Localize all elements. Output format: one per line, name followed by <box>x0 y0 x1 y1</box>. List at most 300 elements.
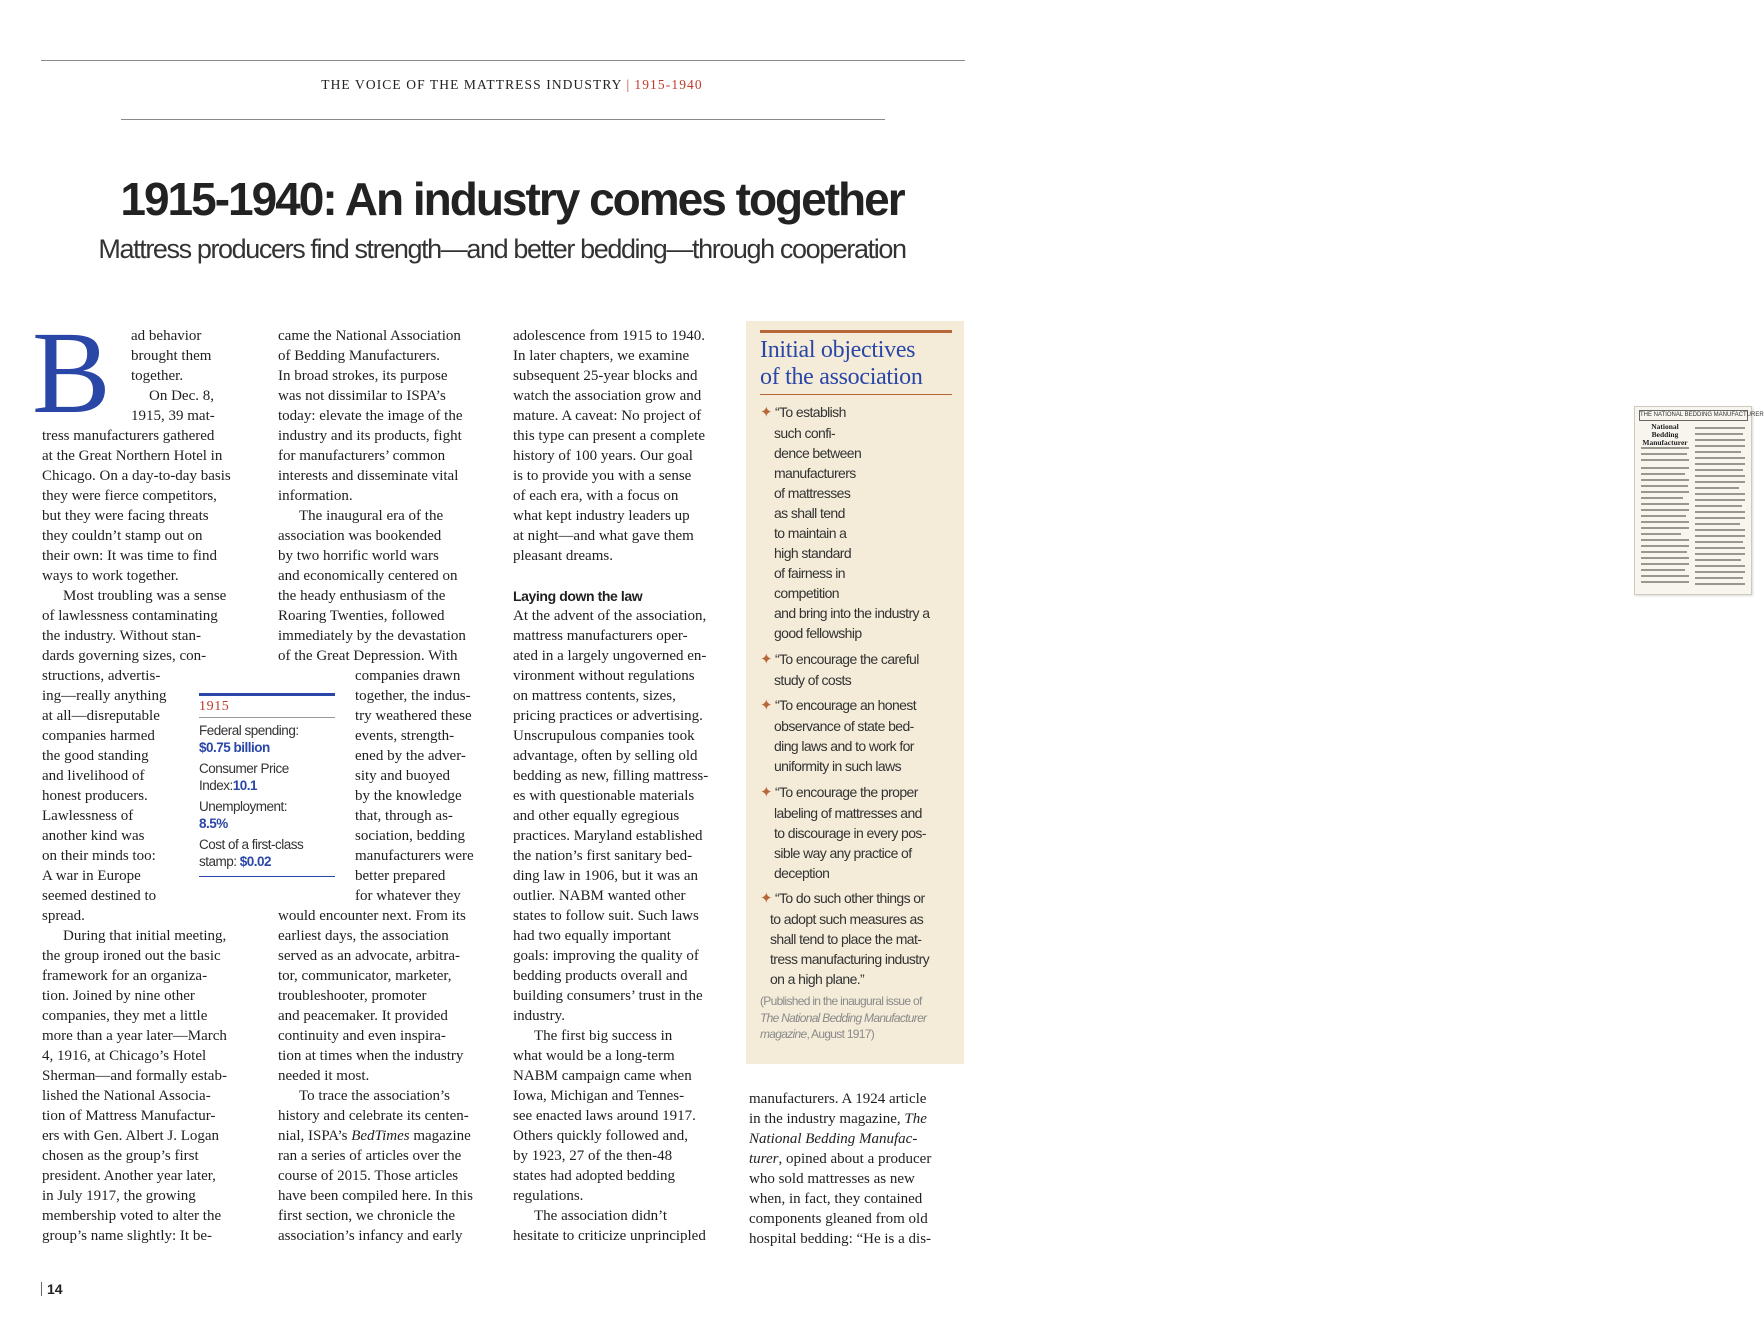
text-line: president. Another year later, <box>42 1168 216 1184</box>
objective-text: “To encourage the careful <box>774 651 919 667</box>
text-line: industry. <box>513 1008 565 1024</box>
text-line: first section, we chronicle the <box>278 1208 456 1224</box>
clipping-text-line <box>1641 527 1689 529</box>
text-line: what would be a long-term <box>513 1048 675 1064</box>
text-line: have been compiled here. In this <box>278 1188 473 1204</box>
objective-line <box>760 888 954 909</box>
text-line: their own: It was time to find <box>42 548 217 564</box>
objective-line: and bring into the industry a <box>774 605 930 621</box>
fact-box-bottom-bar <box>199 876 335 877</box>
text-line: Iowa, Michigan and Tennes- <box>513 1088 685 1104</box>
text-line: honest producers. <box>42 788 148 804</box>
objective-line: on a high plane.” <box>770 971 865 987</box>
magazine-name: The <box>904 1111 927 1127</box>
clipping-text-line <box>1641 453 1687 455</box>
running-head <box>0 77 1024 93</box>
fact-stamp <box>199 837 335 870</box>
text-line: at night—and what gave them <box>513 528 694 544</box>
clipping-text-line <box>1641 563 1689 565</box>
text-line: adolescence from 1915 to 1940. <box>513 328 706 344</box>
text-line: tion. Joined by nine other <box>42 988 195 1004</box>
text-line: at all—disreputable <box>42 708 160 724</box>
text-line: In broad strokes, its purpose <box>278 368 448 384</box>
text-line: manufacturers. A 1924 article <box>749 1091 927 1107</box>
clipping-text-line <box>1641 479 1689 481</box>
objective-line: high standard <box>774 545 852 561</box>
magazine-clipping-image <box>1634 406 1764 595</box>
source-note-line: (Published in the inaugural issue of <box>760 994 922 1008</box>
objective-text: “To encourage the proper <box>774 784 918 800</box>
text-line: would encounter next. From its <box>278 908 466 924</box>
text-line: ated in a largely ungoverned en- <box>513 648 707 664</box>
diamond-bullet-icon: ✦ <box>760 890 772 907</box>
sidebar-title-line: of the association <box>760 364 923 390</box>
clipping-text-line <box>1695 583 1745 585</box>
clipping-text-line <box>1641 569 1685 571</box>
fact-box-year: 1915 <box>199 696 335 718</box>
source-magazine-title: The National Bedding Manufacturer <box>760 1010 927 1025</box>
text-line: brought them <box>131 348 212 364</box>
clipping-text-line <box>1641 557 1689 559</box>
clipping-masthead-line: National Bedding <box>1651 422 1679 439</box>
text-line: tor, communicator, marketer, <box>278 968 452 984</box>
text-line: who sold mattresses as new <box>749 1171 915 1187</box>
clipping-text-line <box>1695 433 1743 435</box>
fact-federal-spending <box>199 723 335 756</box>
text-line: course of 2015. Those articles <box>278 1168 459 1184</box>
text-line: they couldn’t stamp out on <box>42 528 203 544</box>
clipping-text-line <box>1695 457 1745 459</box>
source-note-line <box>760 1026 950 1043</box>
diamond-bullet-icon: ✦ <box>760 651 772 668</box>
clipping-masthead <box>1639 423 1691 447</box>
text-line: by 1923, 27 of the then-48 <box>513 1148 673 1164</box>
text-line: the group ironed out the basic <box>42 948 221 964</box>
text-line: structions, advertis- <box>42 668 161 684</box>
objective-line <box>760 695 954 716</box>
magazine-name: turer <box>749 1151 779 1167</box>
text-line: mattress manufacturers oper- <box>513 628 688 644</box>
text-line: more than a year later—March <box>42 1028 227 1044</box>
column-2-bottom <box>278 906 503 1246</box>
clipping-text-line <box>1695 553 1745 555</box>
text-line: At the advent of the association, <box>513 608 707 624</box>
clipping-text-line <box>1641 503 1689 505</box>
text-line: together. <box>131 368 184 384</box>
text-line: membership voted to alter the <box>42 1208 222 1224</box>
article-subtitle: Mattress producers find strength—and better bedding—through cooperation <box>98 234 906 264</box>
objective-line <box>760 402 954 423</box>
text-line: events, strength- <box>355 728 455 744</box>
clipping-text-line <box>1641 459 1689 461</box>
text-line: ad behavior <box>131 328 202 344</box>
clipping-text-line <box>1641 447 1689 449</box>
text-line: needed it most. <box>278 1068 370 1084</box>
text-line: group’s name slightly: It be- <box>42 1228 212 1244</box>
text-line: sociation, bedding <box>355 828 465 844</box>
text-line: hospital bedding: “He is a dis- <box>749 1231 932 1247</box>
clipping-text-line <box>1695 577 1743 579</box>
clipping-text-line <box>1641 485 1688 487</box>
objective-line: manufacturers <box>774 465 856 481</box>
text-line: Sherman—and formally estab- <box>42 1068 227 1084</box>
clipping-text-line <box>1695 451 1741 453</box>
text-line: es with questionable materials <box>513 788 695 804</box>
fact-label: Consumer Price <box>199 761 289 776</box>
text-line: Lawlessness of <box>42 808 134 824</box>
text-line: states to follow suit. Such laws <box>513 908 699 924</box>
header-bottom-rule <box>121 119 885 120</box>
spacer-line <box>513 566 738 586</box>
text-line: is to provide you with a sense <box>513 468 692 484</box>
text-line: and economically centered on <box>278 568 458 584</box>
text-line: the industry. Without stan- <box>42 628 201 644</box>
objective-line: sible way any practice of <box>774 845 912 861</box>
text-line: interests and disseminate vital <box>278 468 459 484</box>
clipping-text-line <box>1641 467 1689 469</box>
text-line: building consumers’ trust in the <box>513 988 703 1004</box>
text-line: tion at times when the industry <box>278 1048 464 1064</box>
objective-line <box>760 782 954 803</box>
text-line: by two horrific world wars <box>278 548 439 564</box>
text-line: bedding as new, filling mattress- <box>513 768 709 784</box>
clipping-text-line <box>1641 539 1689 541</box>
text-line: companies, they met a little <box>42 1008 208 1024</box>
sidebar-title-line: Initial objectives <box>760 337 916 363</box>
text-line: of Bedding Manufacturers. <box>278 348 441 364</box>
magazine-name: National Bedding Manufac- <box>749 1131 918 1147</box>
clipping-text-line <box>1641 533 1681 535</box>
text-line: dards governing sizes, con- <box>42 648 207 664</box>
text-line: was not dissimilar to ISPA’s <box>278 388 446 404</box>
objective-line: labeling of mattresses and <box>774 805 922 821</box>
source-note-line <box>760 1010 950 1027</box>
text-line: Most troubling was a sense <box>63 588 227 604</box>
clipping-text-line <box>1641 491 1689 493</box>
text-line: bedding products overall and <box>513 968 688 984</box>
fact-value: $0.75 billion <box>199 739 270 755</box>
clipping-text-line <box>1641 581 1689 583</box>
text-line: industry and its products, fight <box>278 428 462 444</box>
objective-line: ding laws and to work for <box>774 738 914 754</box>
objective-text: “To encourage an honest <box>774 697 917 713</box>
fact-label-line <box>199 778 335 795</box>
text-line: pleasant dreams. <box>513 548 613 564</box>
clipping-text-line <box>1695 541 1743 543</box>
text-line: components gleaned from old <box>749 1211 928 1227</box>
clipping-text-line <box>1641 515 1686 517</box>
text-line: and livelihood of <box>42 768 145 784</box>
source-note-italic: magazine <box>760 1027 807 1041</box>
clipping-text-line <box>1641 521 1689 523</box>
text-line: watch the association grow and <box>513 388 702 404</box>
text-line: and peacemaker. It provided <box>278 1008 448 1024</box>
source-note-date: , August 1917) <box>806 1027 875 1041</box>
text-line: Roaring Twenties, followed <box>278 608 445 624</box>
clipping-text-line <box>1695 439 1745 441</box>
diamond-bullet-icon: ✦ <box>760 404 772 421</box>
text-line: came the National Association <box>278 328 461 344</box>
text-line: 4, 1916, at Chicago’s Hotel <box>42 1048 207 1064</box>
clipping-text-line <box>1695 493 1745 495</box>
text-line: association was bookended <box>278 528 442 544</box>
objective-line: tress manufacturing industry <box>770 951 930 967</box>
fact-label-line <box>199 854 335 871</box>
fact-label: Cost of a first-class <box>199 837 304 852</box>
text-line: On Dec. 8, <box>149 388 214 404</box>
text-line: practices. Maryland established <box>513 828 703 844</box>
clipping-banner: THE NATIONAL BEDDING MANUFACTURER <box>1639 410 1748 421</box>
text-line: subsequent 25-year blocks and <box>513 368 698 384</box>
text-line <box>278 1126 503 1146</box>
objective-item <box>760 649 954 690</box>
objective-line: uniformity in such laws <box>774 758 902 774</box>
clipping-text-line <box>1695 469 1743 471</box>
running-head-years: 1915-1940 <box>634 77 703 92</box>
diamond-bullet-icon: ✦ <box>760 697 772 714</box>
fact-value: $0.02 <box>239 853 272 869</box>
clipping-text-line <box>1695 475 1745 477</box>
text-line: the good standing <box>42 748 149 764</box>
objective-item <box>760 402 954 643</box>
objective-item <box>760 782 954 883</box>
text-fragment: in the industry magazine, <box>749 1111 905 1127</box>
fact-value: 8.5% <box>199 815 228 831</box>
text-line: ers with Gen. Albert J. Logan <box>42 1128 220 1144</box>
fact-label: Federal spending: <box>199 723 299 738</box>
section-subhead: Laying down the law <box>513 588 643 604</box>
text-line: had two equally important <box>513 928 671 944</box>
text-line: history and celebrate its centen- <box>278 1108 469 1124</box>
objective-line: competition <box>774 585 839 601</box>
fact-unemployment <box>199 799 335 832</box>
text-line: that, through as- <box>355 808 453 824</box>
objective-line: of mattresses <box>774 485 851 501</box>
text-line <box>749 1149 969 1169</box>
text-line: Chicago. On a day-to-day basis <box>42 468 231 484</box>
text-line: tress manufacturers gathered <box>42 428 215 444</box>
fact-value: 10.1 <box>232 777 258 793</box>
clipping-text-line <box>1641 545 1689 547</box>
text-line: on their minds too: <box>42 848 156 864</box>
text-line: continuity and even inspira- <box>278 1028 446 1044</box>
text-line: hesitate to criticize unprincipled <box>513 1228 706 1244</box>
text-line: when, in fact, they contained <box>749 1191 923 1207</box>
objective-line: observance of state bed- <box>774 718 914 734</box>
text-fragment: nial, ISPA’s <box>278 1128 352 1144</box>
text-line: try weathered these <box>355 708 472 724</box>
text-fragment: , opined about a producer <box>778 1151 932 1167</box>
clipping-text-line <box>1695 535 1745 537</box>
text-line: A war in Europe <box>42 868 141 884</box>
text-line: The inaugural era of the <box>299 508 444 524</box>
drop-cap: B <box>32 307 111 438</box>
clipping-text-line <box>1641 551 1687 553</box>
running-head-separator: | <box>626 77 631 92</box>
objective-item <box>760 888 954 989</box>
text-line: sity and buoyed <box>355 768 450 784</box>
text-line: To trace the association’s <box>299 1088 450 1104</box>
text-line: advantage, often by selling old <box>513 748 698 764</box>
text-line: together, the indus- <box>355 688 471 704</box>
text-line: goals: improving the quality of <box>513 948 699 964</box>
text-line: of each era, with a focus on <box>513 488 679 504</box>
objective-text: “To do such other things or <box>774 890 925 906</box>
text-line: on mattress contents, sizes, <box>513 688 676 704</box>
fact-cpi <box>199 761 335 794</box>
text-line: this type can present a complete <box>513 428 706 444</box>
clipping-text-line <box>1695 445 1745 447</box>
objective-text: “To establish <box>774 404 846 420</box>
text-line: companies drawn <box>355 668 461 684</box>
text-line: seemed destined to <box>42 888 157 904</box>
text-line: information. <box>278 488 353 504</box>
text-line: better prepared <box>355 868 446 884</box>
text-line: for manufacturers’ common <box>278 448 446 464</box>
text-line: mature. A caveat: No project of <box>513 408 702 424</box>
text-line: the heady enthusiasm of the <box>278 588 446 604</box>
text-line: and other equally egregious <box>513 808 680 824</box>
text-line: by the knowledge <box>355 788 462 804</box>
objective-line: of fairness in <box>774 565 845 581</box>
text-line: earliest days, the association <box>278 928 449 944</box>
text-line: During that initial meeting, <box>63 928 227 944</box>
column-2-top <box>278 326 503 666</box>
magazine-name: BedTimes <box>351 1128 410 1144</box>
fact-label: Index: <box>199 777 233 793</box>
text-line: The association didn’t <box>534 1208 668 1224</box>
clipping-text-line <box>1641 497 1683 499</box>
text-line: NABM campaign came when <box>513 1068 692 1084</box>
clipping-masthead-line: Manufacturer <box>1642 438 1688 447</box>
clipping-text-line <box>1695 505 1742 507</box>
text-line: tion of Mattress Manufactur- <box>42 1108 216 1124</box>
objective-line: such confi- <box>774 425 836 441</box>
text-line: ways to work together. <box>42 568 179 584</box>
sidebar-title <box>760 337 950 391</box>
fact-label: Unemployment: <box>199 799 288 814</box>
text-line: of lawlessness contaminating <box>42 608 218 624</box>
objective-line: study of costs <box>774 672 852 688</box>
page-number: 14 <box>47 1281 63 1297</box>
text-line: they were fierce competitors, <box>42 488 217 504</box>
text-line: association’s infancy and early <box>278 1228 463 1244</box>
text-line: vironment without regulations <box>513 668 695 684</box>
text-line: see enacted laws around 1917. <box>513 1108 696 1124</box>
text-line: of the Great Depression. With <box>278 648 458 664</box>
clipping-text-line <box>1641 509 1689 511</box>
clipping-text-line <box>1695 529 1745 531</box>
clipping-text-line <box>1695 547 1745 549</box>
text-line: served as an advocate, arbitra- <box>278 948 460 964</box>
article-title: 1915-1940: An industry comes together <box>120 173 904 225</box>
text-fragment: magazine <box>413 1128 471 1144</box>
sidebar-source-note <box>760 993 950 1043</box>
text-line: The first big success in <box>534 1028 673 1044</box>
text-line: manufacturers were <box>355 848 474 864</box>
text-line: 1915, 39 mat- <box>131 408 215 424</box>
text-line: the nation’s first sanitary bed- <box>513 848 693 864</box>
column-1-intro <box>131 326 261 426</box>
objective-line: to maintain a <box>774 525 847 541</box>
running-head-text: THE VOICE OF THE MATTRESS INDUSTRY <box>321 77 623 92</box>
text-line: ing—really anything <box>42 688 167 704</box>
text-line: Others quickly followed and, <box>513 1128 688 1144</box>
objective-line: to discourage in every pos- <box>774 825 926 841</box>
text-line: troubleshooter, promoter <box>278 988 427 1004</box>
text-line: immediately by the devastation <box>278 628 466 644</box>
text-line: today: elevate the image of the <box>278 408 463 424</box>
objective-line: shall tend to place the mat- <box>770 931 922 947</box>
text-line: spread. <box>42 908 85 924</box>
text-line: In later chapters, we examine <box>513 348 690 364</box>
text-line <box>749 1129 969 1149</box>
clipping-text-line <box>1695 517 1745 519</box>
clipping-text-line <box>1695 499 1745 501</box>
text-line: another kind was <box>42 828 145 844</box>
column-3 <box>513 326 738 1246</box>
page-number-bar <box>41 1282 42 1296</box>
clipping-text-line <box>1695 559 1741 561</box>
text-line <box>749 1109 969 1129</box>
text-line: for whatever they <box>355 888 461 904</box>
sidebar-top-bar <box>760 330 952 333</box>
text-line: ran a series of articles over the <box>278 1148 462 1164</box>
text-line: Unscrupulous companies took <box>513 728 695 744</box>
objective-line: as shall tend <box>774 505 845 521</box>
objective-item <box>760 695 954 776</box>
clipping-text-line <box>1695 463 1745 465</box>
clipping-text-line <box>1695 427 1745 429</box>
clipping-text-line <box>1641 473 1685 475</box>
clipping-text-line <box>1695 565 1745 567</box>
diamond-bullet-icon: ✦ <box>760 784 772 801</box>
top-rule <box>41 60 965 61</box>
text-line: pricing practices or advertising. <box>513 708 703 724</box>
text-line: at the Great Northern Hotel in <box>42 448 223 464</box>
sidebar-title-rule <box>760 394 952 395</box>
objective-line: dence between <box>774 445 862 461</box>
clipping-text-line <box>1695 487 1739 489</box>
text-line: framework for an organiza- <box>42 968 208 984</box>
text-line: ding law in 1906, but it was an <box>513 868 698 884</box>
text-line: what kept industry leaders up <box>513 508 690 524</box>
clipping-text-line <box>1695 523 1740 525</box>
text-line: companies harmed <box>42 728 155 744</box>
sidebar-initial-objectives <box>746 321 1764 1064</box>
text-line: chosen as the group’s first <box>42 1148 199 1164</box>
text-line: but they were facing threats <box>42 508 209 524</box>
column-2-wrap <box>355 666 503 906</box>
clipping-text-line <box>1695 481 1745 483</box>
clipping-text-line <box>1695 571 1745 573</box>
text-line: lished the National Associa- <box>42 1088 211 1104</box>
objective-line: to adopt such measures as <box>770 911 924 927</box>
fact-label: stamp: <box>199 853 237 869</box>
text-line: history of 100 years. Our goal <box>513 448 693 464</box>
objective-line: good fellowship <box>774 625 862 641</box>
text-line: outlier. NABM wanted other <box>513 888 686 904</box>
text-line: in July 1917, the growing <box>42 1188 196 1204</box>
text-line: regulations. <box>513 1188 584 1204</box>
clipping-text-line <box>1641 575 1689 577</box>
clipping-text-line <box>1695 511 1745 513</box>
text-line: ened by the adver- <box>355 748 466 764</box>
column-4 <box>749 1089 969 1249</box>
text-line: states had adopted bedding <box>513 1168 676 1184</box>
objective-line <box>760 649 954 670</box>
fact-box-1915 <box>199 693 335 877</box>
